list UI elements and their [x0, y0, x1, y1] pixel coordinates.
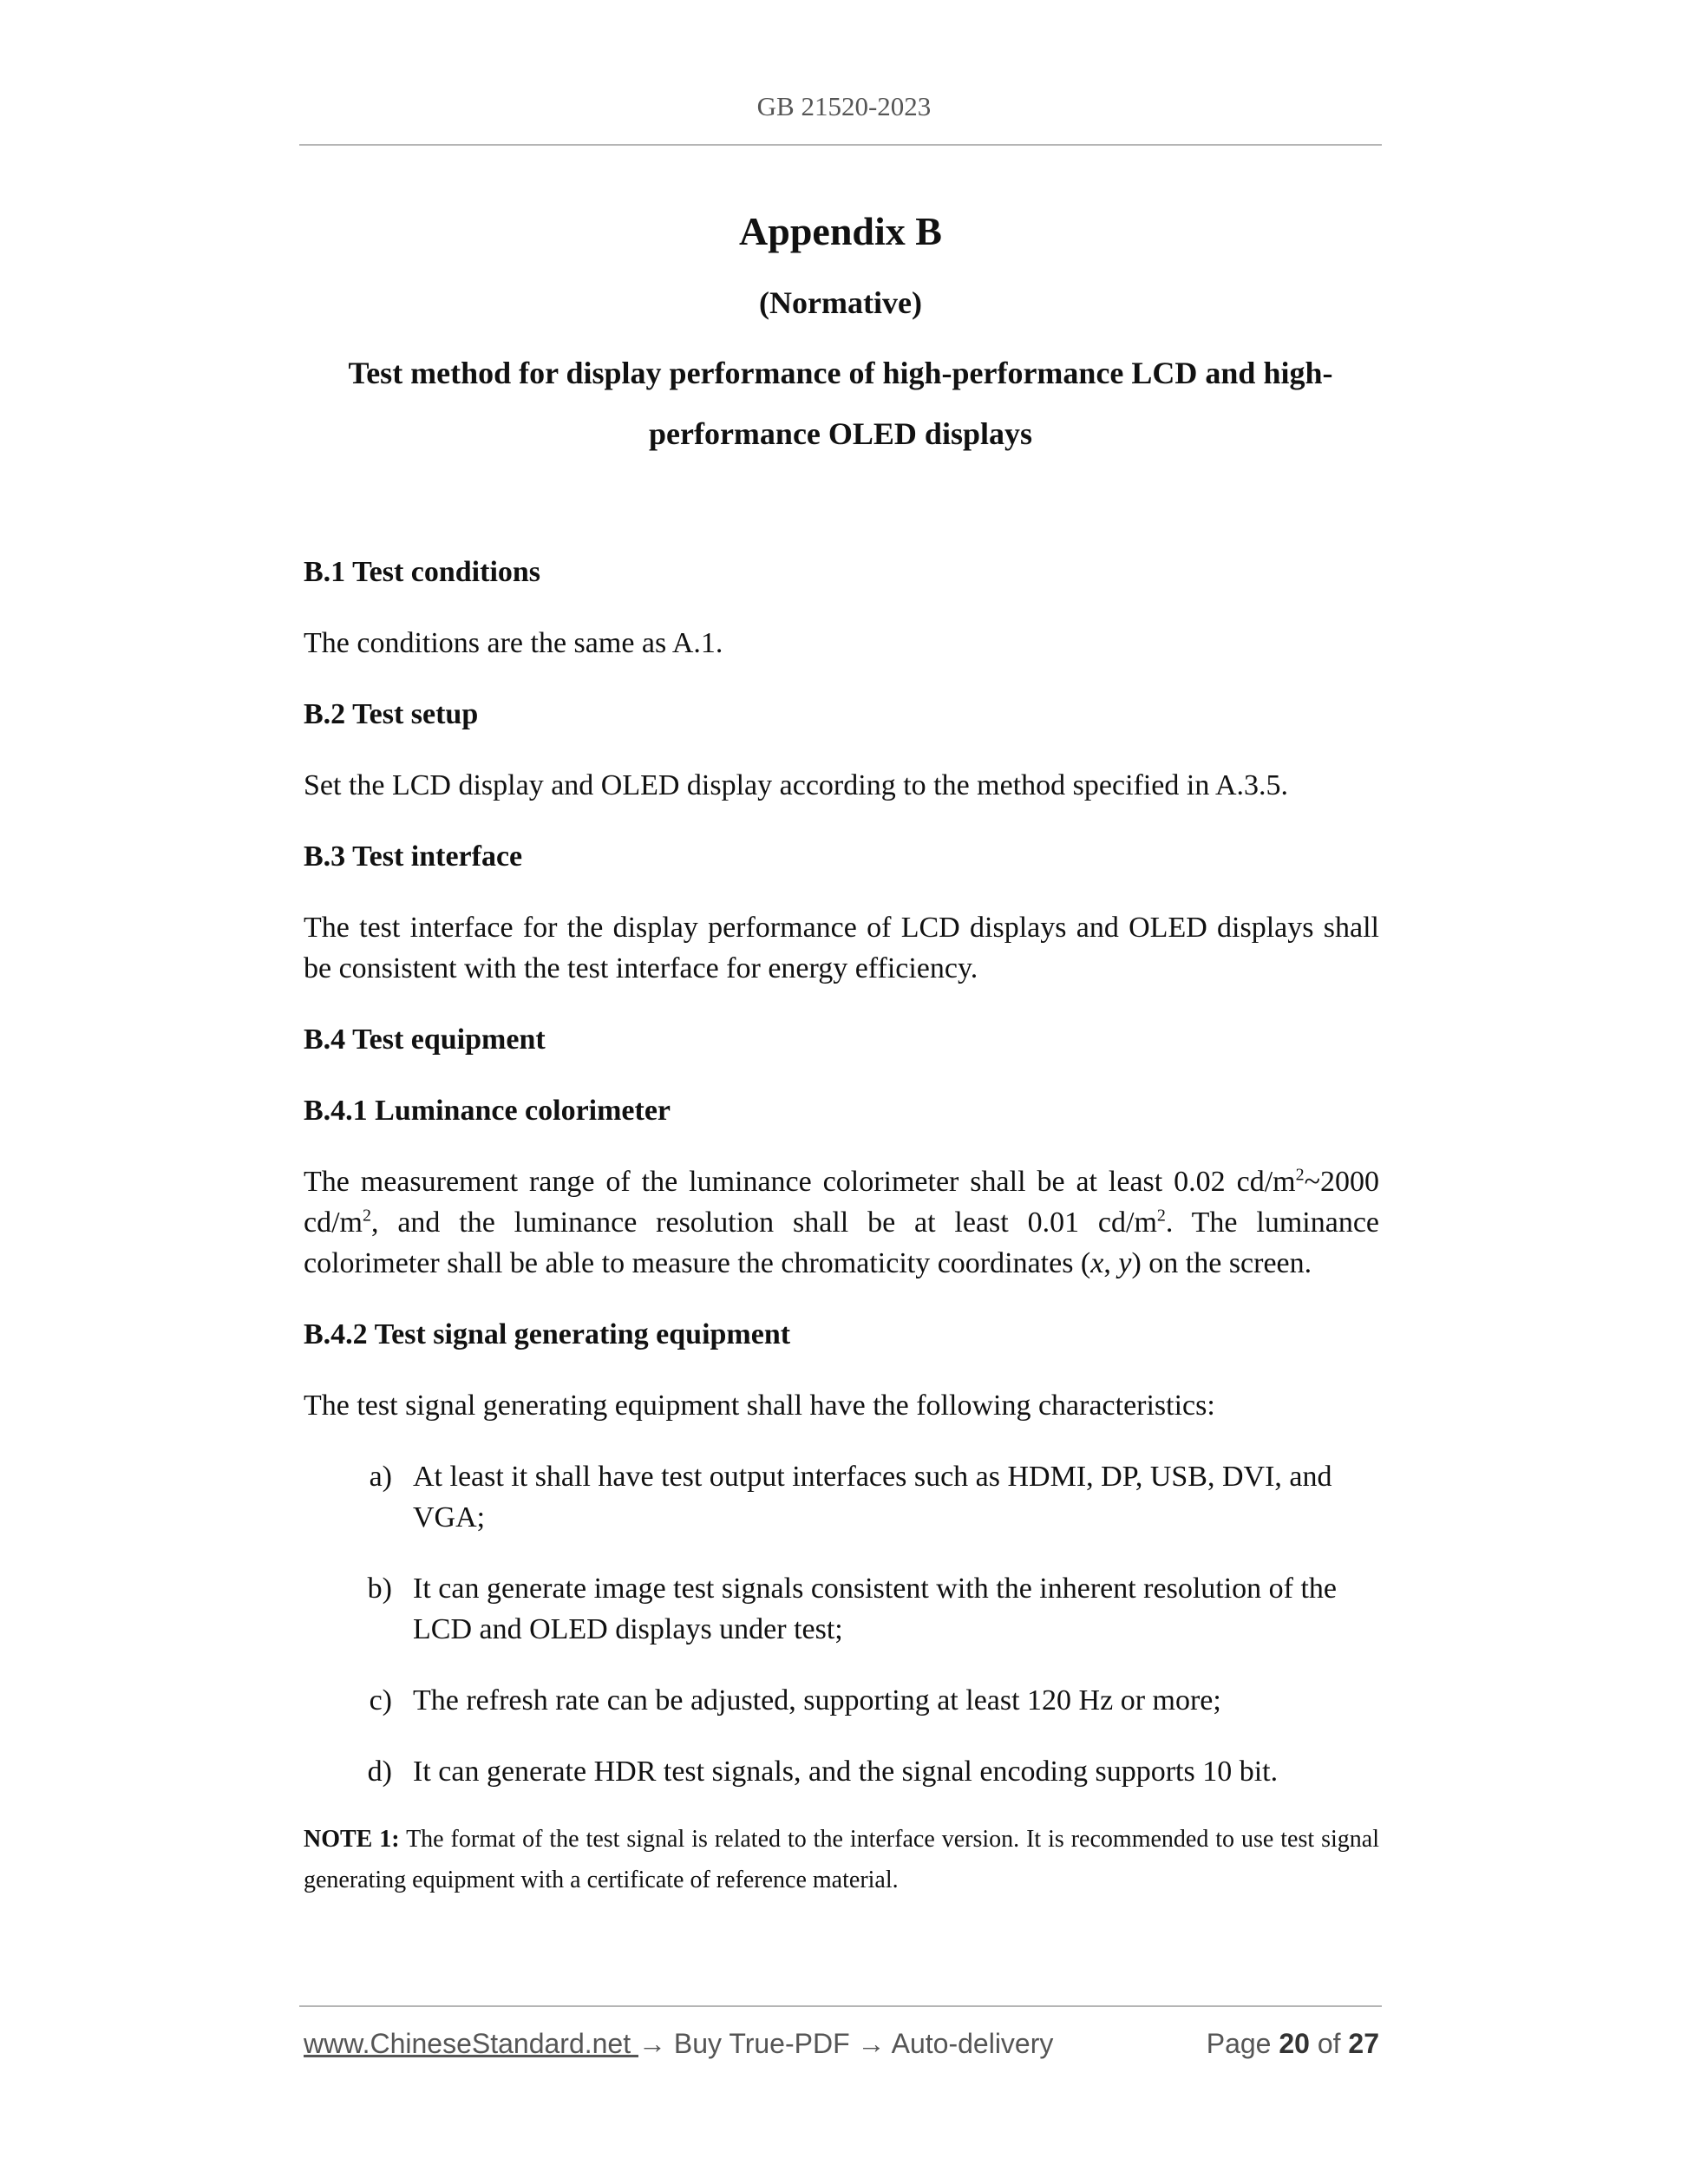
section-heading-b3: B.3 Test interface: [304, 840, 523, 873]
list-item-text: It can generate HDR test signals, and the signal encoding supports 10 bit.: [413, 1756, 1279, 1788]
footer-promo: [304, 2028, 1053, 2060]
section-text-b41: [304, 1161, 1379, 1284]
appendix-title: Appendix B: [739, 209, 942, 253]
document-body: [304, 552, 1379, 1900]
appendix-heading-line2: performance OLED displays: [648, 416, 1032, 451]
list-item-text: The refresh rate can be adjusted, supporting at least 120 Hz or more;: [413, 1684, 1221, 1716]
website-link[interactable]: www.ChineseStandard.net: [304, 2028, 638, 2059]
header-divider: [299, 144, 1382, 146]
b41-sup-2: 2: [362, 1206, 371, 1226]
list-item-marker: c): [369, 1684, 392, 1716]
list-item-marker: d): [367, 1756, 392, 1788]
list-item-marker: b): [367, 1573, 392, 1605]
page-indicator: [1207, 2028, 1379, 2060]
b41-text-4: . The luminance colorimeter shall be able to measure the chromaticity coordinates (: [304, 1206, 1379, 1279]
section-heading-b4: B.4 Test equipment: [304, 1023, 546, 1056]
b41-var-x: x: [1090, 1247, 1104, 1279]
b41-comma: ,: [1103, 1247, 1119, 1279]
list-item-text: At least it shall have test output interfaces such as HDMI, DP, USB, DVI, and VGA;: [413, 1461, 1332, 1533]
section-text-b3: The test interface for the display performance of LCD displays and OLED displays shall be consistent with the test interface for energy efficiency.: [304, 912, 1379, 984]
list-item: [304, 1568, 1379, 1650]
section-text-b1: The conditions are the same as A.1.: [304, 627, 723, 659]
section-heading-b42: B.4.2 Test signal generating equipment: [304, 1318, 791, 1350]
list-item-marker: a): [369, 1461, 392, 1493]
b41-text-2: ~2000 cd/m: [304, 1166, 1379, 1239]
appendix-heading-line1: Test method for display performance of high-performance LCD and high-: [348, 356, 1333, 390]
b41-var-y: y: [1118, 1247, 1132, 1279]
appendix-type: (Normative): [759, 285, 922, 320]
current-page: 20: [1279, 2028, 1310, 2059]
section-heading-b41: B.4.1 Luminance colorimeter: [304, 1095, 671, 1127]
b41-text-5: ) on the screen.: [1131, 1247, 1312, 1279]
standard-code-header: GB 21520-2023: [756, 91, 932, 121]
page-label: Page: [1206, 2028, 1279, 2059]
list-item: [304, 1680, 1379, 1721]
appendix-heading: [299, 343, 1382, 464]
section-text-b2: Set the LCD display and OLED display according to the method specified in A.3.5.: [304, 769, 1288, 801]
note-text: The format of the test signal is related to the interface version. It is recommended to use test signal generating equipment with a certificate of reference material.: [304, 1826, 1379, 1893]
note-1: [304, 1819, 1379, 1900]
list-item: [304, 1751, 1379, 1792]
note-label: NOTE 1:: [304, 1826, 400, 1853]
b41-sup-1: 2: [1295, 1165, 1305, 1185]
b41-sup-3: 2: [1156, 1206, 1166, 1226]
of-label: of: [1309, 2028, 1349, 2059]
footer-divider: [299, 2005, 1382, 2007]
section-heading-b2: B.2 Test setup: [304, 698, 479, 730]
section-intro-b42: The test signal generating equipment shall have the following characteristics:: [304, 1390, 1215, 1422]
b41-text-3: , and the luminance resolution shall be at least 0.01 cd/m: [370, 1206, 1157, 1239]
b41-text-1: The measurement range of the luminance colorimeter shall be at least 0.02 cd/m: [304, 1166, 1296, 1198]
list-item-text: It can generate image test signals consistent with the inherent resolution of the LCD and OLED displays under test;: [413, 1573, 1338, 1645]
footer-promo-text: → Buy True-PDF → Auto-delivery: [638, 2028, 1054, 2059]
section-heading-b1: B.1 Test conditions: [304, 556, 541, 588]
list-item: [304, 1456, 1379, 1538]
total-pages: 27: [1348, 2028, 1379, 2059]
page-footer: [304, 2017, 1379, 2070]
